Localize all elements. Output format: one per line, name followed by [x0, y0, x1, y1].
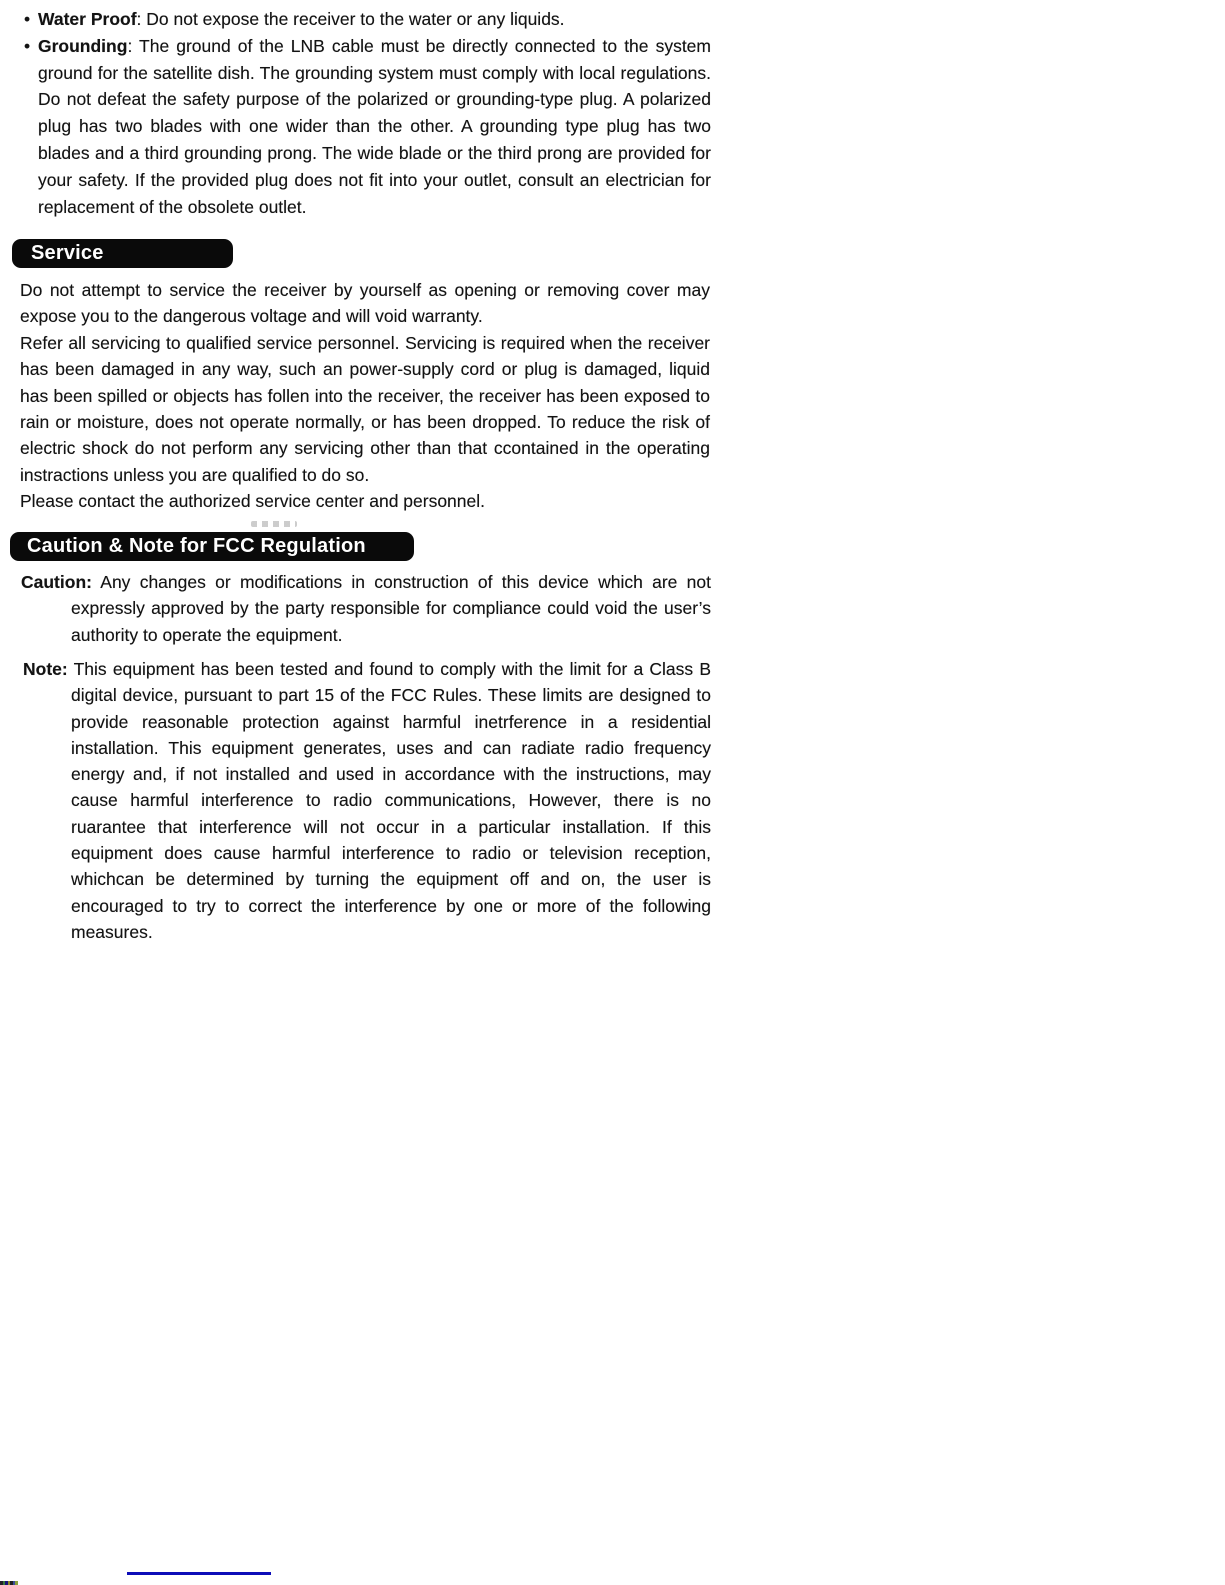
footer-blue-line: [127, 1572, 271, 1575]
service-paragraph-3: Please contact the authorized service center and personnel.: [20, 491, 486, 512]
caution-text: Any changes or modifications in construction of this device which are not expressly approved by the party responsible for compliance could void the user’s authority to operate the equipment.: [71, 572, 711, 645]
service-paragraph-2: Refer all servicing to qualified service personnel. Servicing is required when the receiver has been damaged in any way, such an power-supply cord or plug is damaged, liquid has been spilled or objects has follen into the receiver, the receiver has been exposed to rain or moisture, does not operate normally, or has been dropped. To reduce the risk of electric shock do not perform any servicing other than that ccontained in the operating instractions unless you are qualified to do so.: [20, 332, 710, 485]
section-header-label: Service: [31, 242, 104, 264]
service-paragraph-1: Do not attempt to service the receiver by yourself as opening or removing cover may expose you to the dangerous voltage and will void warranty.: [20, 280, 710, 327]
scan-smudge-artifact: [251, 521, 297, 527]
note-paragraph: [23, 656, 711, 945]
caution-paragraph: [21, 569, 711, 648]
bullet-label: Water Proof: [38, 9, 137, 29]
bullet-item-water-proof: [24, 6, 711, 33]
bullet-label: Grounding: [38, 35, 128, 56]
section-header-fcc-regulation: [10, 532, 414, 561]
section-header-label: Caution & Note for FCC Regulation: [27, 535, 366, 557]
note-label: Note:: [23, 659, 68, 679]
safety-bullet-list: [24, 6, 711, 220]
bullet-text: : Do not expose the receiver to the water or any liquids.: [136, 9, 565, 29]
service-section-body: [20, 277, 710, 515]
bullet-text: : The ground of the LNB cable must be directly connected to the system ground for the satellite dish. The grounding system must comply with local regulations. Do not defeat the safety purpose of the polarized or grounding-type plug. A polarized plug has two blades with one wider than the other. A grounding type plug has two blades and a third grounding prong. The wide blade or the third prong are provided for your safety. If the provided plug does not fit into your outlet, consult an electrician for replacement of the obsolete outlet.: [38, 35, 711, 217]
section-header-service: [12, 239, 233, 268]
caution-label: Caution:: [21, 572, 92, 592]
bullet-item-grounding: [24, 33, 711, 221]
note-text: This equipment has been tested and found to comply with the limit for a Class B digital device, pursuant to part 15 of the FCC Rules. These limits are designed to provide reasonable protection against harmful inetrference in a residential installation. This equipment generates, uses and can radiate radio frequency energy and, if not installed and used in accordance with the instructions, may cause harmful interference to radio communications, However, there is no ruarantee that interference will not occur in a particular installation. If this equipment does cause harmful interference to radio or television reception, whichcan be determined by turning the equipment off and on, the user is encouraged to try to correct the interference by one or more of the following measures.: [67, 659, 711, 942]
corner-scan-artifact: [0, 1581, 18, 1585]
bullet-icon: •: [24, 35, 31, 56]
bullet-icon: •: [24, 9, 31, 29]
